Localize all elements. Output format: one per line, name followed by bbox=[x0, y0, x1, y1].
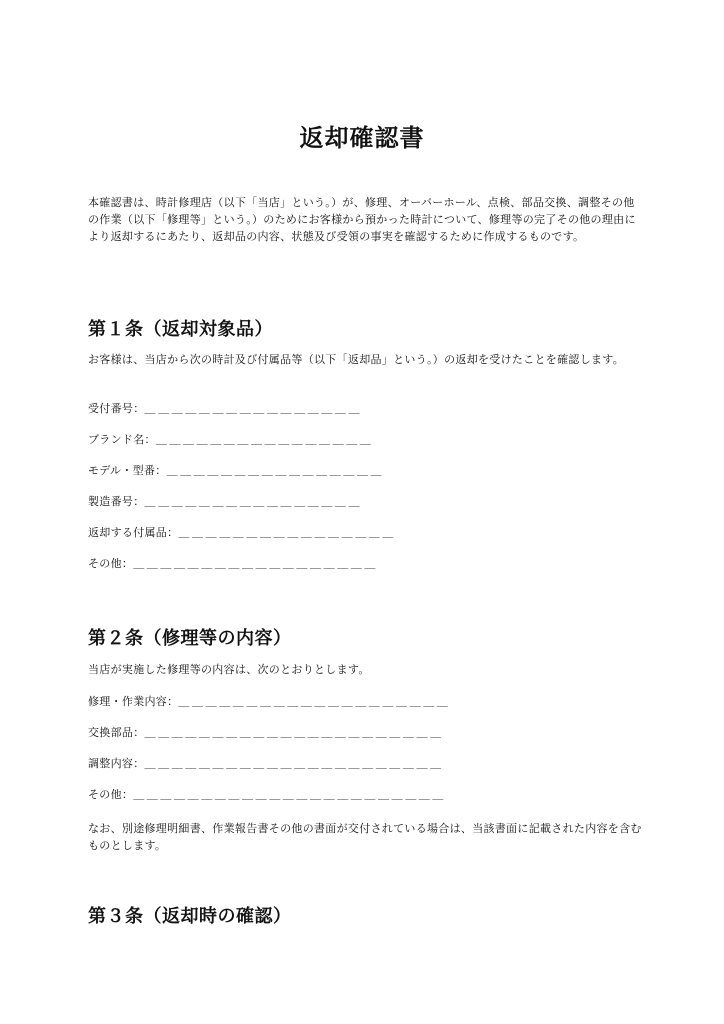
field-adjustment[interactable] bbox=[88, 756, 444, 772]
field-other-1[interactable] bbox=[88, 556, 378, 572]
article2-heading: 第２条（修理等の内容） bbox=[88, 628, 292, 649]
field-brand-name[interactable] bbox=[88, 432, 373, 448]
article2-text: 当店が実施した修理等の内容は、次のとおりとします。 bbox=[88, 663, 370, 676]
field-blank: ＿＿＿＿＿＿＿＿＿＿＿＿＿＿＿＿ bbox=[178, 526, 397, 539]
field-blank: ＿＿＿＿＿＿＿＿＿＿＿＿＿＿＿＿＿＿＿＿ bbox=[178, 695, 451, 708]
field-blank: ＿＿＿＿＿＿＿＿＿＿＿＿＿＿＿＿＿＿ bbox=[133, 557, 379, 570]
article1-text: お客様は、当店から次の時計及び付属品等（以下「返却品」という。）の返却を受けたことを確認します。 bbox=[88, 353, 625, 366]
field-serial-number[interactable] bbox=[88, 494, 362, 510]
article1-heading: 第１条（返却対象品） bbox=[88, 319, 273, 340]
field-accessories[interactable] bbox=[88, 525, 396, 541]
field-blank: ＿＿＿＿＿＿＿＿＿＿＿＿＿＿＿＿ bbox=[144, 495, 363, 508]
field-label: モデル・型番： bbox=[88, 464, 167, 477]
field-blank: ＿＿＿＿＿＿＿＿＿＿＿＿＿＿＿＿＿＿＿＿＿＿＿ bbox=[133, 788, 447, 801]
article2-note: なお、別途修理明細書、作業報告書その他の書面が交付されている場合は、当該書面に記載された内容を含むものとします。 bbox=[88, 822, 642, 852]
field-blank: ＿＿＿＿＿＿＿＿＿＿＿＿＿＿＿＿ bbox=[155, 433, 374, 446]
field-model-number[interactable] bbox=[88, 463, 384, 479]
field-label: 修理・作業内容： bbox=[88, 695, 179, 708]
field-replaced-parts[interactable] bbox=[88, 725, 444, 741]
field-label: 返却する付属品： bbox=[88, 526, 179, 539]
article3-heading: 第３条（返却時の確認） bbox=[88, 906, 292, 927]
field-label: その他： bbox=[88, 788, 134, 801]
field-label: 交換部品： bbox=[88, 726, 145, 739]
field-label: 調整内容： bbox=[88, 757, 145, 770]
field-blank: ＿＿＿＿＿＿＿＿＿＿＿＿＿＿＿＿＿＿＿＿＿＿ bbox=[144, 757, 444, 770]
field-blank: ＿＿＿＿＿＿＿＿＿＿＿＿＿＿＿＿＿＿＿＿＿＿ bbox=[144, 726, 444, 739]
field-label: 受付番号： bbox=[88, 402, 145, 415]
field-blank: ＿＿＿＿＿＿＿＿＿＿＿＿＿＿＿＿ bbox=[166, 464, 385, 477]
field-label: 製造番号： bbox=[88, 495, 145, 508]
field-other-2[interactable] bbox=[88, 787, 446, 803]
field-reception-number[interactable] bbox=[88, 401, 362, 417]
field-blank: ＿＿＿＿＿＿＿＿＿＿＿＿＿＿＿＿ bbox=[144, 402, 363, 415]
document-title: 返却確認書 bbox=[299, 124, 425, 152]
field-work-content[interactable] bbox=[88, 694, 450, 710]
field-label: その他： bbox=[88, 557, 134, 570]
intro-paragraph: 本確認書は、時計修理店（以下「当店」という。）が、修理、オーバーホール、点検、部品交換、調整その他の作業（以下「修理等」という。）のためにお客様から預かった時計について、修理等の完了その他の理由により返却するにあたり、返却品の内容、状態及び受領の事実を確認するために作成するものです。 bbox=[88, 196, 636, 243]
field-label: ブランド名： bbox=[88, 433, 156, 446]
